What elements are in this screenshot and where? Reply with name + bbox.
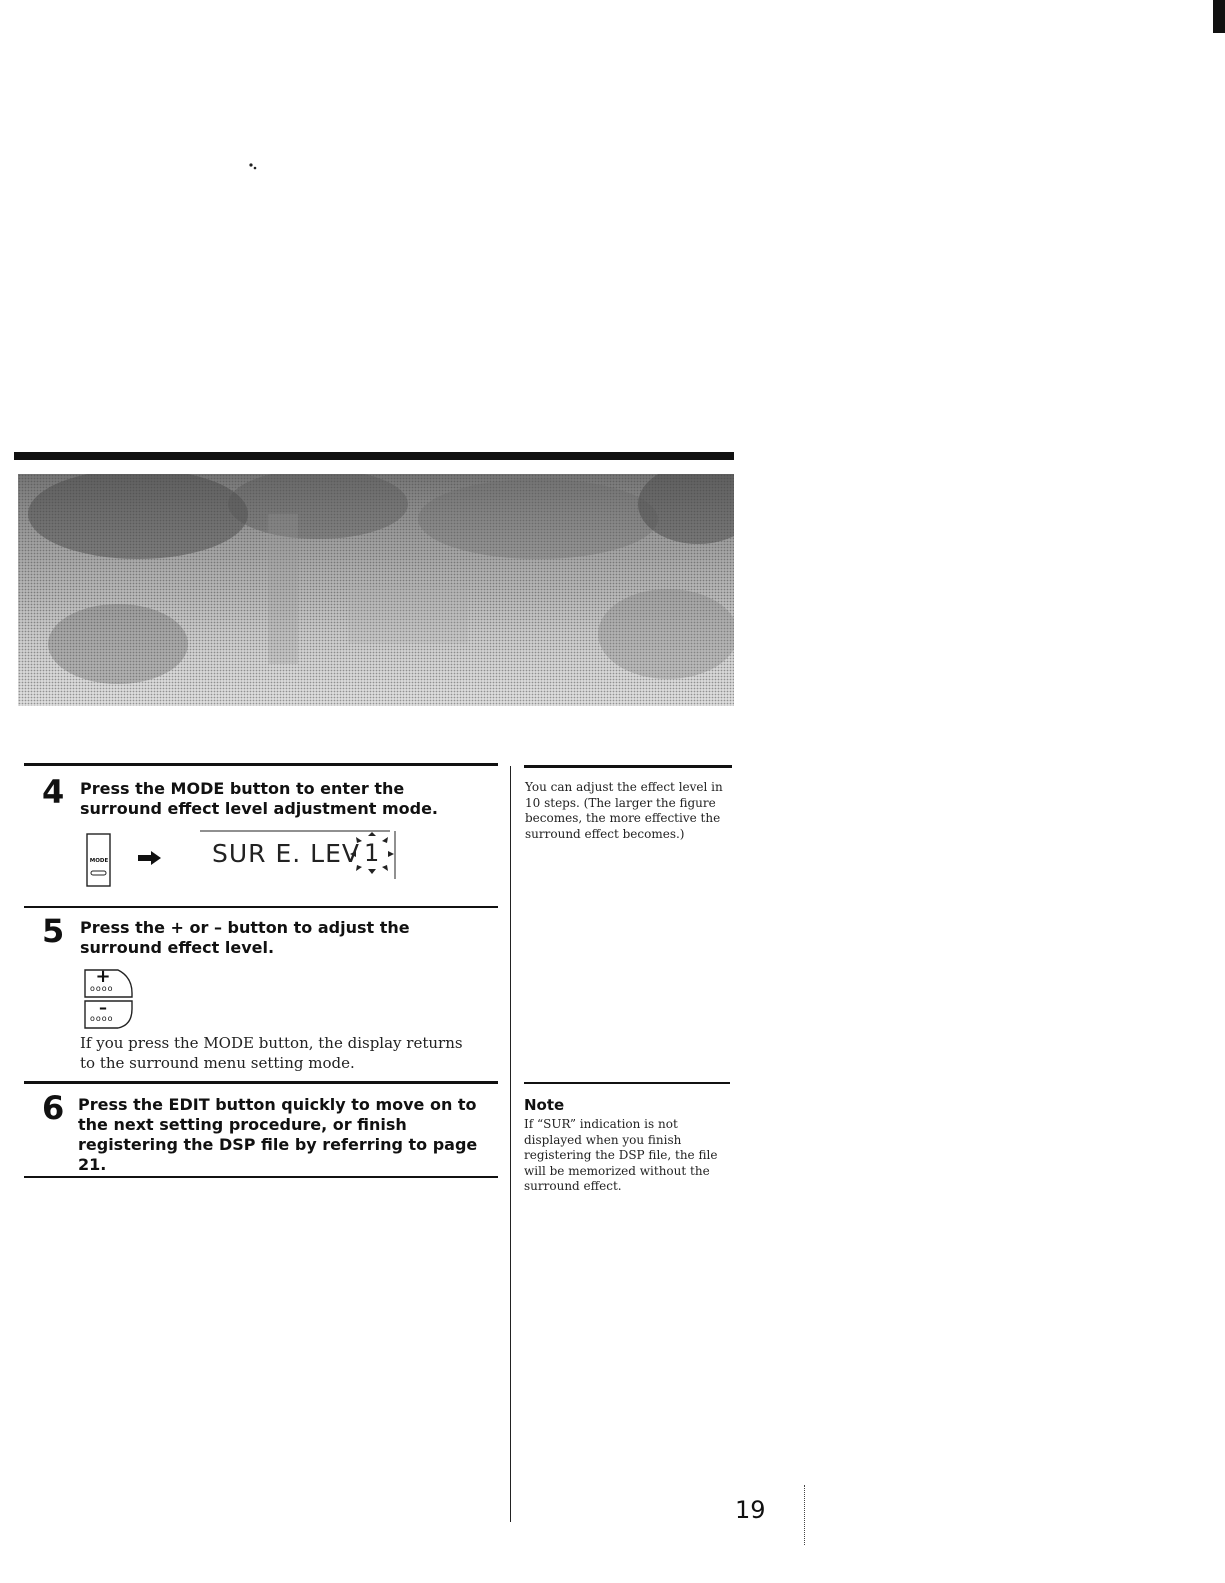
step4-instruction: Press the MODE button to enter the surround effect level adjustment mode. [80,779,439,818]
lcd-text: SUR E. LEV [212,839,361,868]
header-rule [14,452,734,460]
minus-button-label: – [99,998,107,1017]
step5-rule [24,906,498,908]
plus-minus-buttons [84,966,136,1029]
minus-button-dots: oooo [90,1014,114,1023]
scan-speck [248,156,257,165]
step4-rule [24,763,498,766]
step5-body: If you press the MODE button, the display returns to the surround menu setting mode. [80,1034,463,1072]
lcd-value: 1 [364,839,381,867]
step6-rule [24,1081,498,1084]
note-text: If “SUR” indication is not displayed when you finish registering the DSP file, the file will be memorized without the surround effect. [524,1117,718,1193]
mode-button [86,833,111,887]
note-heading: Note [524,1096,565,1114]
edge-mark [1213,0,1225,33]
step5-instruction: Press the + or – button to adjust the surround effect level. [80,918,410,957]
column-divider [510,766,511,1522]
step6-instruction: Press the EDIT button quickly to move on to the next setting procedure, or finish registering the DSP file by referring to page 21. [78,1095,478,1174]
lcd-display [198,829,398,881]
page-number: 19 [735,1496,766,1524]
sidebar-info: You can adjust the effect level in 10 steps. (The larger the figure becomes, the more effective the surround effect becomes.) [525,780,723,841]
sidebar-note-rule [524,1082,730,1084]
step6-bottom-rule [24,1176,498,1178]
header-photo [18,474,734,706]
step6-number: 6 [42,1089,65,1127]
step4-number: 4 [42,773,65,811]
plus-button-label: + [95,966,111,987]
edge-dots [804,1485,807,1545]
sidebar-info-rule [524,765,732,768]
right-arrow-icon [138,850,162,869]
plus-button-dots: oooo [90,984,114,993]
mode-button-label: MODE [89,858,109,864]
step5-number: 5 [42,912,65,950]
